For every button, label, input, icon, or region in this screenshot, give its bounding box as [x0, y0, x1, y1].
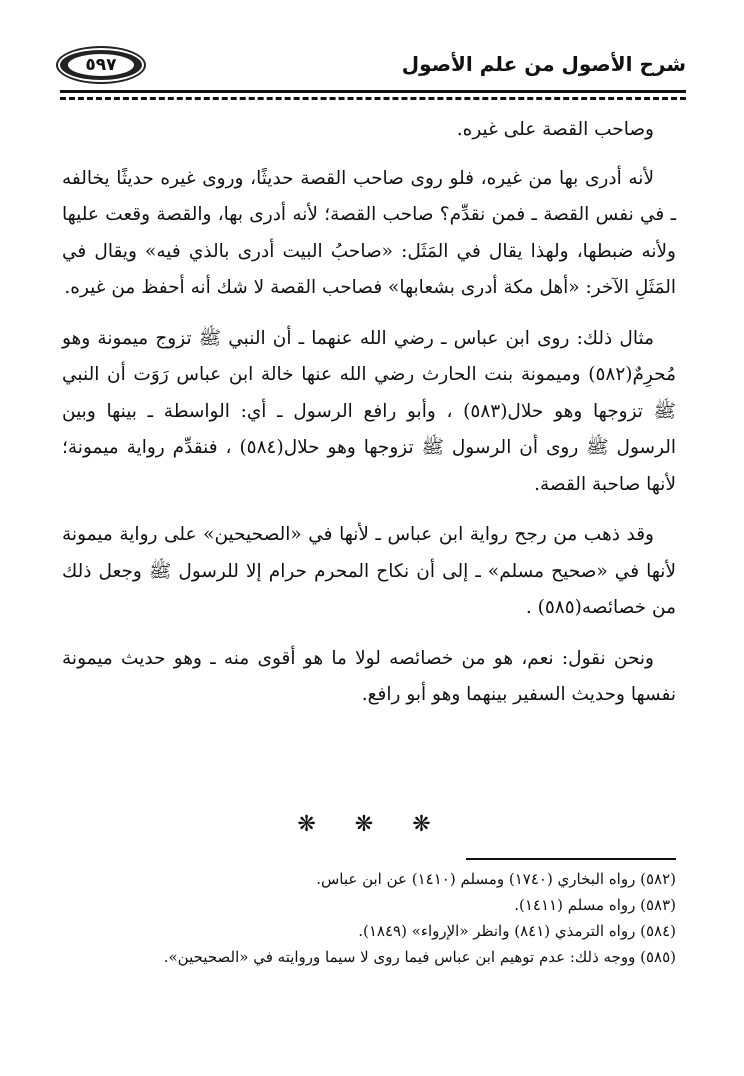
paragraph-3: مثال ذلك: روى ابن عباس ـ رضي الله عنهما ـ أن النبي ﷺ تزوج ميمونة وهو مُحرِمٌ(٥٨٢) وميمونة بنت الحارث رضي الله عنها خالة ابن عباس رَوَت أن النبي ﷺ تزوجها وهو حلال(٥٨٣) ، وأبو رافع الرسول ـ أي: الواسطة ـ بينها وبين الرسول ﷺ روى أن الرسول ﷺ تزوجها وهو حلال(٥٨٤) ، فنقدِّم رواية ميمونة؛ لأنها صاحبة القصة. — [62, 327, 676, 495]
book-title: شرح الأصول من علم الأصول — [401, 52, 686, 76]
page-number-badge — [60, 50, 142, 80]
header-rule — [60, 90, 686, 93]
footnote-582: (٥٨٢) رواه البخاري (١٧٤٠) ومسلم (١٤١٠) عن ابن عباس. — [316, 870, 676, 888]
paragraph-4: وقد ذهب من رجح رواية ابن عباس ـ لأنها في «الصحيحين» على رواية ميمونة لأنها في «صحيح مسلم» ـ إلى أن نكاح المحرم حرام إلا للرسول ﷺ وجعل ذلك من خصائصه(٥٨٥) . — [62, 524, 676, 618]
footnote-584: (٥٨٤) رواه الترمذي (٨٤١) وانظر «الإرواء» (١٨٤٩). — [358, 922, 676, 940]
page-number: ٥٩٧ — [68, 54, 134, 76]
footnote-rule — [466, 858, 676, 860]
paragraph-2: لأنه أدرى بها من غيره، فلو روى صاحب القصة حديثًا، وروى غيره حديثًا يخالفه ـ في نفس القصة ـ فمن نقدِّم؟ صاحب القصة؛ لأنه أدرى بها، والقصة وقعت عليها ولأنه ضبطها، ولهذا يقال في المَثَل: «صاحبُ البيت أدرى بالذي فيه» ويقال في المَثَلِ الآخر: «أهل مكة أدرى بشعابها» فصاحب القصة لا شك أنه أحفظ من غيره. — [62, 167, 676, 298]
section-separator: ❋ ❋ ❋ — [297, 812, 447, 837]
paragraph-5: ونحن نقول: نعم، هو من خصائصه لولا ما هو أقوى منه ـ وهو حديث ميمونة نفسها وحديث السفير بينهما وهو أبو رافع. — [62, 647, 676, 705]
footnotes — [62, 866, 676, 970]
page-header — [60, 48, 686, 88]
main-text — [62, 112, 676, 728]
header-dashed-rule — [60, 97, 686, 100]
paragraph-1: وصاحب القصة على غيره. — [456, 119, 654, 140]
footnote-585: (٥٨٥) ووجه ذلك: عدم توهيم ابن عباس فيما روى لا سيما وروايته في «الصحيحين». — [163, 948, 676, 966]
footnote-583: (٥٨٣) رواه مسلم (١٤١١). — [514, 896, 676, 914]
